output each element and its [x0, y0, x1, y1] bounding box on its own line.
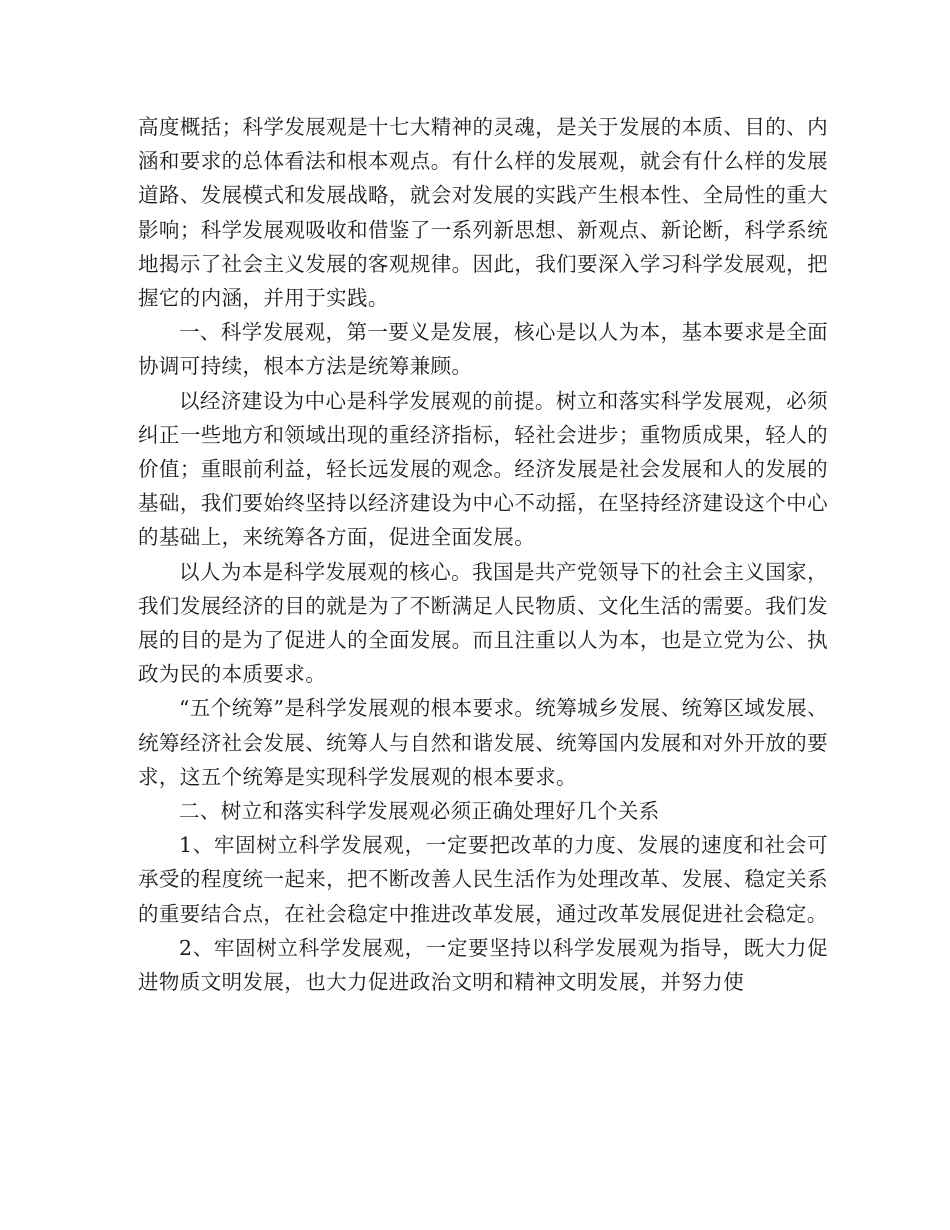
paragraph-relation-one: 1、牢固树立科学发展观，一定要把改革的力度、发展的速度和社会可承受的程度统一起来，把不断改善人民生活作为处理改革、发展、稳定关系的重要结合点，在社会稳定中推进改革发展，通过改革发展促进社会稳定。: [138, 833, 828, 926]
paragraph-intro: 高度概括；科学发展观是十七大精神的灵魂，是关于发展的本质、目的、内涵和要求的总体看法和根本观点。有什么样的发展观，就会有什么样的发展道路、发展模式和发展战略，就会对发展的实践产生根本性、全局性的重大影响；科学发展观吸收和借鉴了一系列新思想、新观点、新论断，科学系统地揭示了社会主义发展的客观规律。因此，我们要深入学习科学发展观，把握它的内涵，并用于实践。: [138, 115, 828, 311]
paragraph-economic-center: 以经济建设为中心是科学发展观的前提。树立和落实科学发展观，必须纠正一些地方和领域出现的重经济指标，轻社会进步；重物质成果，轻人的价值；重眼前利益，轻长远发展的观念。经济发展是社会发展和人的发展的基础，我们要始终坚持以经济建设为中心不动摇，在坚持经济建设这个中心的基础上，来统筹各方面，促进全面发展。: [138, 388, 828, 550]
heading-section-one: 一、科学发展观，第一要义是发展，核心是以人为本，基本要求是全面协调可持续，根本方法是统筹兼顾。: [138, 320, 828, 379]
paragraph-five-coordinations: “五个统筹”是科学发展观的根本要求。统筹城乡发展、统筹区域发展、统筹经济社会发展、统筹人与自然和谐发展、统筹国内发展和对外开放的要求，这五个统筹是实现科学发展观的根本要求。: [138, 696, 828, 789]
document-body: [138, 110, 828, 999]
heading-section-two: 二、树立和落实科学发展观必须正确处理好几个关系: [179, 799, 660, 824]
paragraph-relation-two: 2、牢固树立科学发展观，一定要坚持以科学发展观为指导，既大力促进物质文明发展，也大力促进政治文明和精神文明发展，并努力使: [138, 935, 828, 995]
paragraph-people-oriented: 以人为本是科学发展观的核心。我国是共产党领导下的社会主义国家，我们发展经济的目的就是为了不断满足人民物质、文化生活的需要。我们发展的目的是为了促进人的全面发展。而且注重以人为本，也是立党为公、执政为民的本质要求。: [138, 559, 828, 687]
